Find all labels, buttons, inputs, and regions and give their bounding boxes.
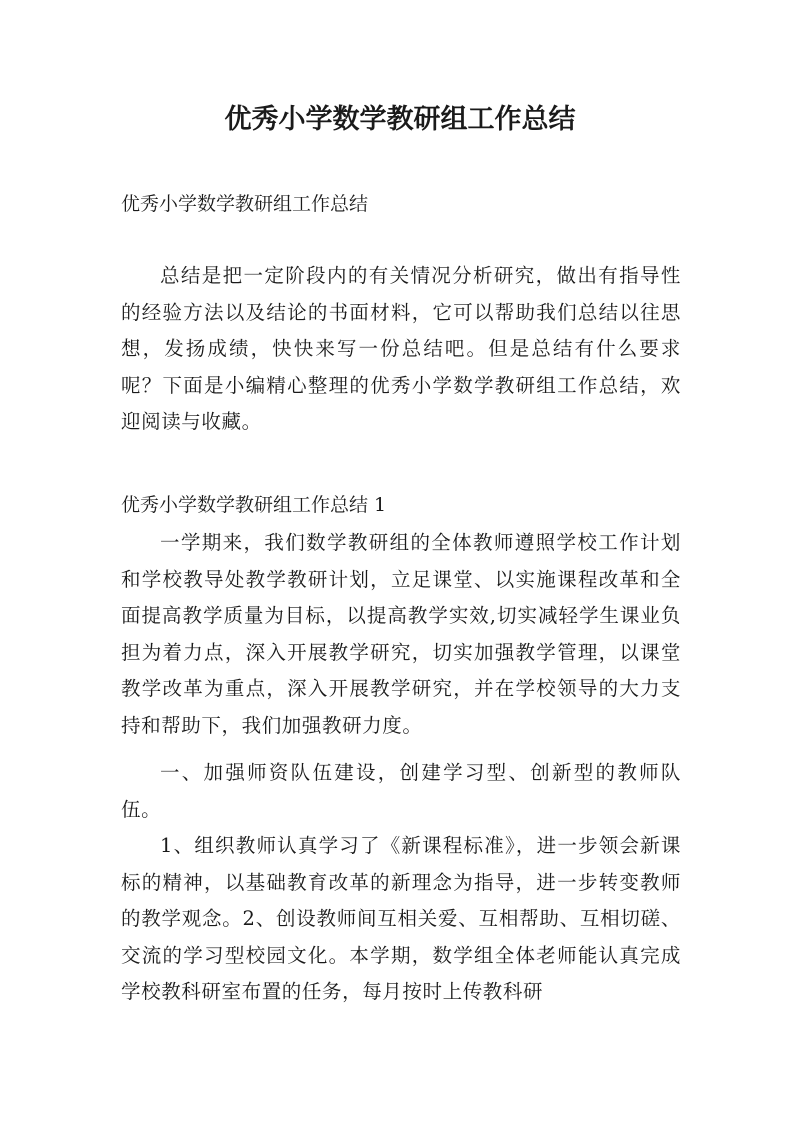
intro-paragraph: 总结是把一定阶段内的有关情况分析研究，做出有指导性的经验方法以及结论的书面材料，它可以帮助我们总结以往思想，发扬成绩，快快来写一份总结吧。但是总结有什么要求呢？下面是小编精心整理的优秀小学数学教研组工作总结，欢迎阅读与收藏。 bbox=[121, 264, 681, 433]
body-paragraph: 一、加强师资队伍建设，创建学习型、创新型的教师队伍。 bbox=[121, 761, 681, 821]
document-title: 优秀小学数学教研组工作总结 bbox=[224, 104, 576, 135]
body-paragraph: 1、组织教师认真学习了《新课程标准》，进一步领会新课标的精神，以基础教育改革的新理念为指导，进一步转变教师的教学观念。2、创设教师间互相关爱、互相帮助、互相切磋、交流的学习型校园文化。本学期，数学组全体老师能认真完成学校教科研室布置的任务，每月按时上传教科研 bbox=[121, 834, 681, 1003]
section-heading: 优秀小学数学教研组工作总结 1 bbox=[121, 494, 387, 516]
body-paragraph: 一学期来，我们数学教研组的全体教师遵照学校工作计划和学校教导处教学教研计划，立足课堂、以实施课程改革和全面提高教学质量为目标，以提高教学实效,切实减轻学生课业负担为着力点，深入开展教学研究，切实加强教学管理，以课堂教学改革为重点，深入开展教学研究，并在学校领导的大力支持和帮助下，我们加强教研力度。 bbox=[121, 531, 681, 737]
document-subtitle: 优秀小学数学教研组工作总结 bbox=[121, 193, 369, 215]
